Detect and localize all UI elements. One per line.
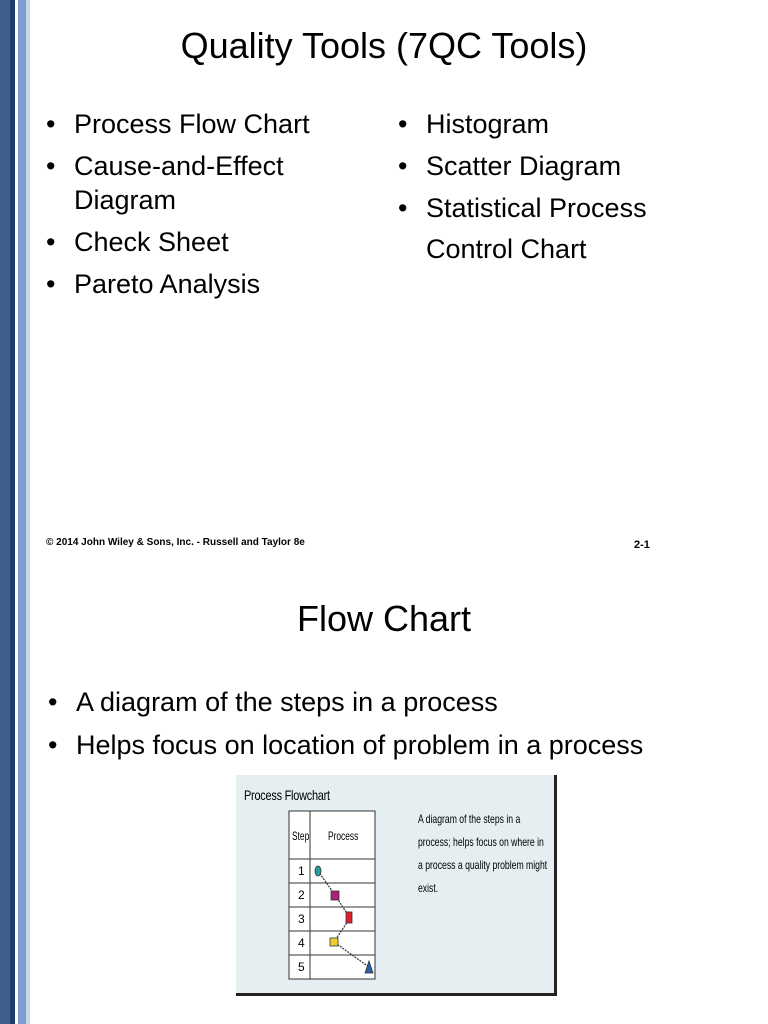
header-step: Step <box>292 830 310 844</box>
slide1-left-bullet-list <box>42 107 372 309</box>
step-number: 4 <box>298 936 305 950</box>
bullet-item: • Cause-and-Effect Diagram <box>42 149 372 217</box>
flowchart-table-graphic <box>236 775 554 993</box>
copyright-footer: © 2014 John Wiley & Sons, Inc. - Russell and Taylor 8e <box>46 537 305 548</box>
figure-title: Process Flowchart <box>244 787 330 803</box>
step-number: 1 <box>298 864 305 878</box>
slide1-right-bullet-list <box>394 107 724 278</box>
bullet-item: • Check Sheet <box>42 225 372 259</box>
slide1-title: Quality Tools (7QC Tools) <box>180 25 588 66</box>
bullet-item: • A diagram of the steps in a process <box>44 685 744 719</box>
process-box-symbol-icon <box>346 912 352 923</box>
bullet-item: • Statistical Process Control Chart <box>394 188 724 270</box>
operation-symbol-icon <box>331 891 339 900</box>
page-number: 2-1 <box>634 539 650 551</box>
process-flowchart-figure <box>236 775 557 996</box>
bullet-item: • Process Flow Chart <box>42 107 372 141</box>
bullet-item: • Scatter Diagram <box>394 149 724 183</box>
sidebar-stripe-light <box>18 0 26 1024</box>
step-number: 3 <box>298 912 305 926</box>
header-process: Process <box>328 830 359 844</box>
step-number: 5 <box>298 960 305 974</box>
figure-description: A diagram of the steps in a process; helps focus on where in a process a quality problem might exist. <box>418 812 548 895</box>
slide2-title: Flow Chart <box>296 598 472 639</box>
oval-symbol-icon <box>315 866 321 876</box>
square-symbol-icon <box>330 938 338 946</box>
bullet-item: • Histogram <box>394 107 724 141</box>
sidebar-stripe-outer <box>0 0 10 1024</box>
bullet-item: • Pareto Analysis <box>42 267 372 301</box>
step-number: 2 <box>298 888 305 902</box>
slide2-bullet-list <box>44 685 744 771</box>
sidebar-stripe-pale <box>26 0 30 1024</box>
bullet-item: • Helps focus on location of problem in a process <box>44 728 744 762</box>
